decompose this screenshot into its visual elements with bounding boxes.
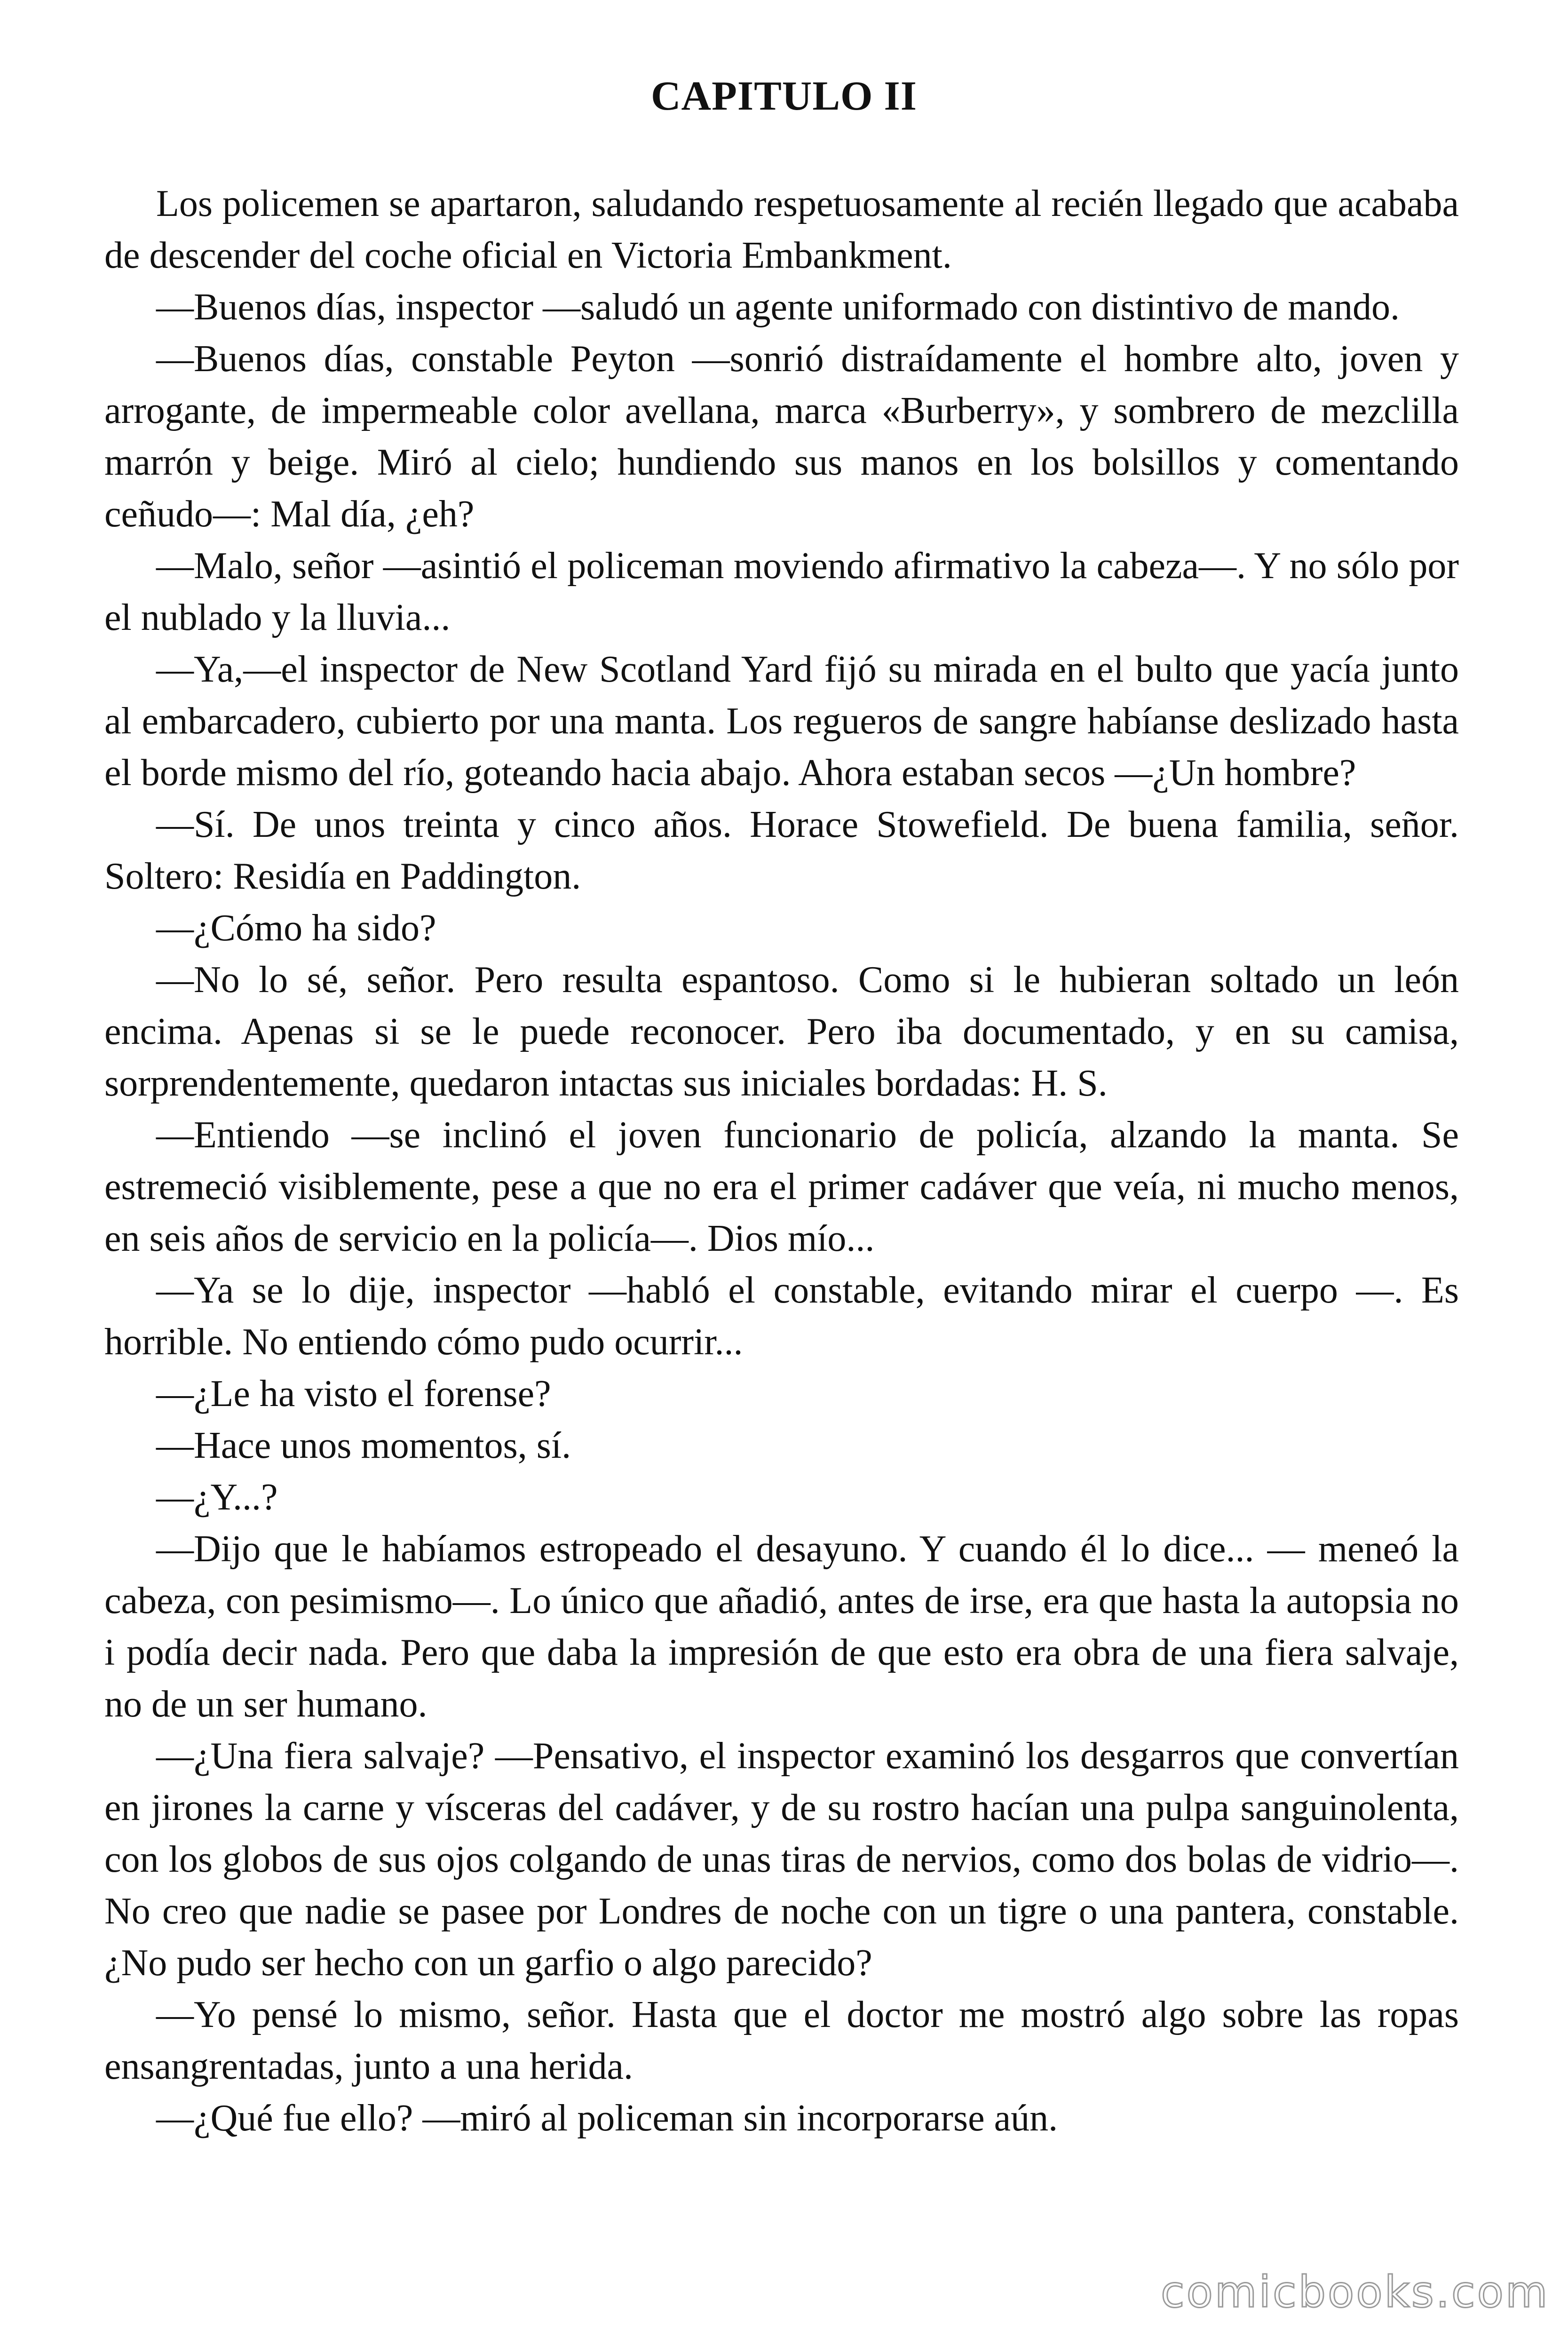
paragraph: —Ya,—el inspector de New Scotland Yard fijó su mirada en el bulto que yacía junto al embarcadero, cubierto por una manta. Los regueros de sangre habíanse deslizado hasta el borde mismo del río, goteando hacia abajo. Ahora estaban secos —¿Un hombre? — [104, 649, 1459, 794]
watermark: comicbooks.com — [1161, 2267, 1550, 2317]
chapter-title: CAPITULO II — [651, 73, 917, 119]
paragraph: —¿Le ha visto el forense? — [156, 1373, 551, 1414]
paragraph: —¿Qué fue ello? —miró al policeman sin incorporarse aún. — [156, 2098, 1058, 2139]
paragraph: —No lo sé, señor. Pero resulta espantoso. Como si le hubieran soltado un león encima. Apenas si se le puede reconocer. Pero iba documentado, y en su camisa, sorprendentemente, quedaron intactas sus iniciales bordadas: H. S. — [104, 959, 1459, 1104]
paragraph: —Ya se lo dije, inspector —habló el constable, evitando mirar el cuerpo —. Es horrible. No entiendo cómo pudo ocurrir... — [104, 1270, 1459, 1363]
chapter-text — [104, 178, 1459, 2144]
paragraph: —Malo, señor —asintió el policeman moviendo afirmativo la cabeza—. Y no sólo por el nublado y la lluvia... — [104, 545, 1459, 638]
paragraph: —¿Cómo ha sido? — [156, 907, 436, 949]
paragraph: —Sí. De unos treinta y cinco años. Horace Stowefield. De buena familia, señor. Soltero: Residía en Paddington. — [104, 804, 1459, 897]
paragraph: —Entiendo —se inclinó el joven funcionario de policía, alzando la manta. Se estremeció visiblemente, pese a que no era el primer cadáver que veía, ni mucho menos, en seis años de servicio en la policía—. Dios mío... — [104, 1114, 1459, 1259]
paragraph: —¿Una fiera salvaje? —Pensativo, el inspector examinó los desgarros que convertían en jirones la carne y vísceras del cadáver, y de su rostro hacían una pulpa sanguinolenta, con los globos de sus ojos colgando de unas tiras de nervios, como dos bolas de vidrio—. No creo que nadie se pasee por Londres de noche con un tigre o una pantera, constable. ¿No pudo ser hecho con un garfio o algo parecido? — [104, 1735, 1459, 1984]
paragraph: —Dijo que le habíamos estropeado el desayuno. Y cuando él lo dice... — meneó la cabeza, con pesimismo—. Lo único que añadió, antes de irse, era que hasta la autopsia no i podía decir nada. Pero que daba la impresión de que esto era obra de una fiera salvaje, no de un ser humano. — [104, 1528, 1459, 1725]
paragraph: —Yo pensé lo mismo, señor. Hasta que el doctor me mostró algo sobre las ropas ensangrentadas, junto a una herida. — [104, 1994, 1459, 2087]
paragraph: —Hace unos momentos, sí. — [156, 1425, 571, 1466]
paragraph: —¿Y...? — [156, 1477, 278, 1518]
paragraph: —Buenos días, inspector —saludó un agente uniformado con distintivo de mando. — [156, 286, 1400, 328]
paragraph: Los policemen se apartaron, saludando respetuosamente al recién llegado que acababa de descender del coche oficial en Victoria Embankment. — [104, 183, 1459, 276]
paragraph: —Buenos días, constable Peyton —sonrió distraídamente el hombre alto, joven y arrogante, de impermeable color avellana, marca «Burberry», y sombrero de mezclilla marrón y beige. Miró al cielo; hundiendo sus manos en los bolsillos y comentando ceñudo—: Mal día, ¿eh? — [104, 338, 1459, 535]
